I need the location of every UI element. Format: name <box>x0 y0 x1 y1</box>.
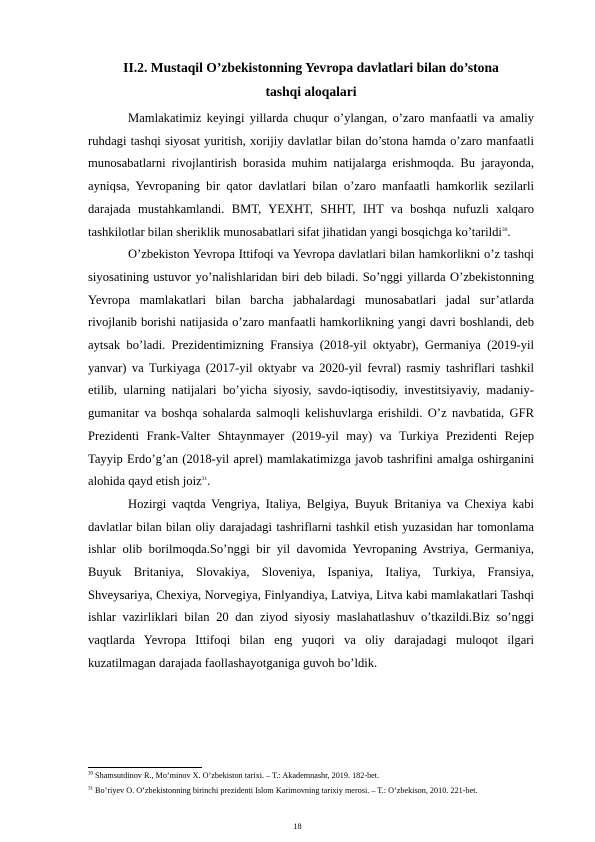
page-number: 18 <box>293 822 302 831</box>
footnote-30-number: 30 <box>88 771 93 777</box>
footnote-30 <box>88 769 534 784</box>
paragraph-1 <box>88 107 534 243</box>
footnote-30-text: Shamsutdinov R., Mo’minov X. O’zbekiston tarixi. – T.: Akademnashr, 2019. 182-bet. <box>93 771 380 780</box>
paragraph-3 <box>88 493 534 675</box>
paragraph-1-text: Mamlakatimiz keyingi yillarda chuqur o’ylangan, o’zaro manfaatli va amaliy ruhdagi tashqi siyosat yuritish, xorijiy davlatlar bilan do’stona hamda o’zaro manfaatli munosabatlarni rivojlantirish borasida muhim natijalarga erishmoqda. Bu jarayonda, ayniqsa, Yevropaning bir qator davlatlari bilan o’zaro manfaatli hamkorlik sezilarli darajada mustahkamlandi. BMT, YEXHT, SHHT, IHT va boshqa nufuzli xalqaro tashkilotlar bilan sheriklik munosabatlari sifat jihatidan yangi bosqichga ko’tarildi <box>88 111 534 239</box>
paragraph-2-text: O’zbekiston Yevropa Ittifoqi va Yevropa davlatlari bilan hamkorlikni o’z tashqi siyosatining ustuvor yo’nalishlaridan biri deb biladi. So’nggi yillarda O’zbekistonning Yevropa mamlakatlari bilan barcha jabhalardagi munosabatlari jadal sur’atlarda rivojlanib borishi natijasida o’zaro manfaatli hamkorlikning yangi davri boshlandi, deb aytsak bo’ladi. Prezidentimizning Fransiya (2018-yil oktyabr), Germaniya (2019-yil yanvar) va Turkiyaga (2017-yil oktyabr va 2020-yil fevral) rasmiy tashriflari tashkil etilib, ularning natijalari bo’yicha siyosiy, savdo-iqtisodiy, investitsiyaviy, madaniy-gumanitar va boshqa sohalarda salmoqli kelishuvlarga erishildi. O’z navbatida, GFR Prezidenti Frank-Valter Shtaynmayer (2019-yil may) va Turkiya Prezidenti Rejep Tayyip Erdo’g’an (2018-yil aprel) mamlakatimizga javob tashrifini amalga oshirganini alohida qayd etish joiz <box>88 247 534 489</box>
paragraph-1-tail: . <box>507 224 511 239</box>
footnote-31-text: Bo’riyev O. O’zbekistonning birinchi prezidenti Islom Karimovning tarixiy merosi. – T.: O’zbekison, 2010. 221-bet. <box>93 785 478 795</box>
footnotes <box>88 769 534 798</box>
section-heading-line-1: II.2. Mustaqil O’zbekistonning Yevropa davlatlari bilan do’stona <box>123 60 499 75</box>
paragraph-2 <box>88 243 534 493</box>
footnote-ref-30: 30 <box>501 226 508 233</box>
body-text <box>88 107 534 675</box>
section-heading-line-2: tashqi aloqalari <box>265 84 357 99</box>
paragraph-2-tail: . <box>207 474 211 489</box>
section-heading <box>88 56 534 104</box>
paragraph-3-text: Hozirgi vaqtda Vengriya, Italiya, Belgiya, Buyuk Britaniya va Chexiya kabi davlatlar bilan bilan oliy darajadagi tashriflarni tashkil etish yuzasidan har tomonlama ishlar olib borilmoqda.So’nggi bir yil davomida Yevropaning Avstriya, Germaniya, Buyuk Britaniya, Slovakiya, Sloveniya, Ispaniya, Italiya, Turkiya, Fransiya, Shveysariya, Chexiya, Norvegiya, Finlyandiya, Latviya, Litva kabi mamlakatlari Tashqi ishlar vazirliklari bilan 20 dan ziyod siyosiy maslahatlashuv o’tkazildi.Biz so’nggi vaqtlarda Yevropa Ittifoqi bilan eng yuqori va oliy darajadagi muloqot ilgari kuzatilmagan darajada faollashayotganiga guvoh bo’ldik. <box>88 496 534 670</box>
footnote-ref-31: 31 <box>201 476 208 483</box>
footnote-separator <box>88 767 202 768</box>
footnote-31-number: 31 <box>88 785 93 791</box>
footnote-31 <box>88 784 534 799</box>
